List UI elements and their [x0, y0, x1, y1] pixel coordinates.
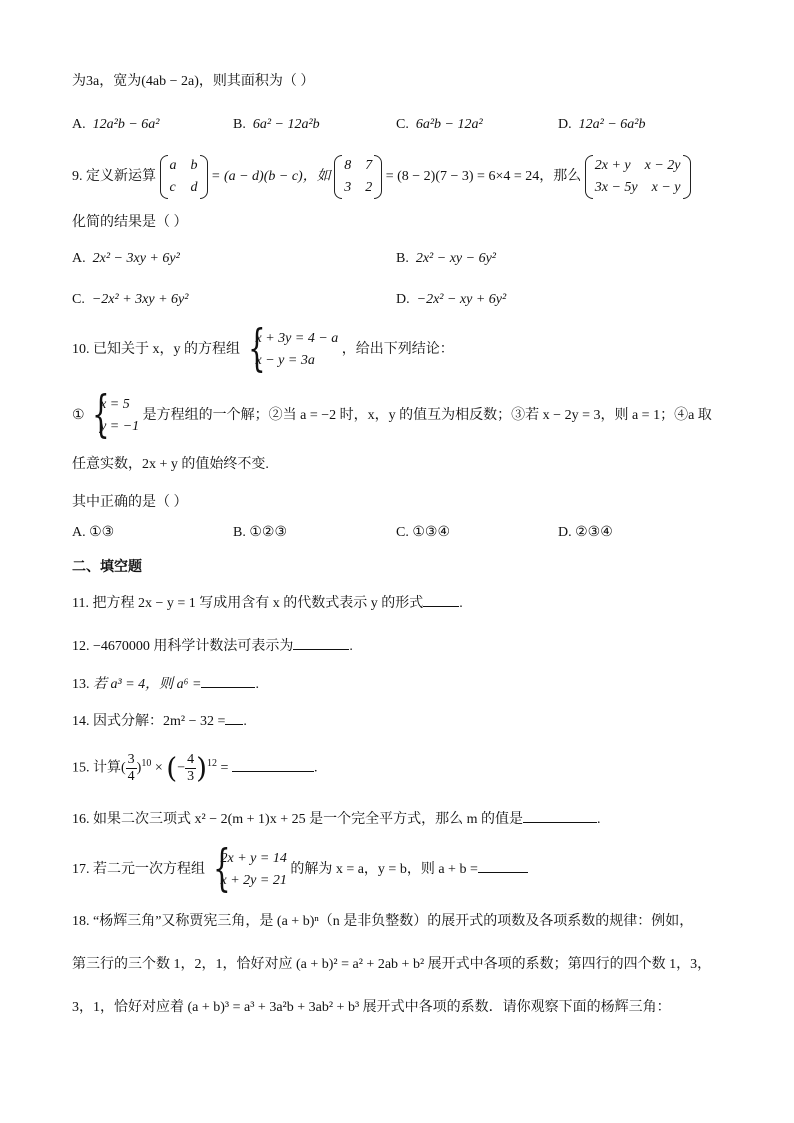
question-text: 计算	[93, 760, 121, 776]
matrix-cell: x − y	[651, 180, 681, 195]
question-text: 把方程 2x − y = 1 写成用含有 x 的代数式表示 y 的形式	[92, 596, 424, 611]
question-number: 16.	[72, 812, 90, 827]
q18-line3: 3，1，恰好对应着 (a + b)³ = a³ + 3a²b + 3ab² + b³ 展开式中各项的系数．请你观察下面的杨辉三角：	[72, 1000, 671, 1015]
question-text: 若 a³ = 4，则 a⁶ =	[93, 677, 202, 692]
q10-option-b[interactable]	[233, 523, 287, 543]
section-heading: 二、填空题	[72, 559, 142, 575]
q17-equation-system	[209, 848, 287, 892]
q10-line4: 其中正确的是（ ）	[72, 495, 188, 510]
option-label: A.	[72, 525, 86, 540]
question-end: .	[313, 760, 318, 776]
q9-option-d[interactable]	[396, 290, 506, 310]
q13	[72, 673, 259, 695]
option-label: B.	[233, 525, 246, 540]
fraction	[126, 752, 137, 785]
answer-blank[interactable]	[201, 673, 255, 688]
exponent: 10	[141, 758, 152, 770]
question-text: −4670000 用科学计数法可表示为	[93, 639, 294, 654]
question-text: 的解为 x = a，y = b，则 a + b =	[290, 862, 478, 878]
q10-option-c[interactable]	[396, 523, 450, 543]
q17	[72, 848, 528, 892]
question-end: .	[349, 639, 353, 654]
option-label: A.	[72, 117, 86, 132]
question-number: 10.	[72, 342, 90, 358]
q9-definition-matrix	[160, 155, 208, 199]
answer-blank[interactable]	[225, 710, 243, 725]
q10-solution-system	[88, 394, 139, 438]
question-number: 11.	[72, 596, 89, 611]
q9-line2: 化简的结果是（ ）	[72, 215, 188, 230]
matrix-cell: 2	[365, 180, 373, 195]
question-end: .	[459, 596, 463, 611]
q18-line1	[72, 912, 693, 932]
equation: y = −1	[100, 419, 140, 434]
q8-option-a[interactable]	[72, 115, 159, 135]
q14	[72, 710, 247, 732]
denominator: 3	[187, 769, 195, 784]
question-number: 13.	[72, 677, 90, 692]
option-text: 2x² − 3xy + 6y²	[92, 251, 180, 266]
equation: { x + 3y = 4 − a	[255, 331, 339, 346]
equation: { 2x + y = 14	[220, 851, 287, 866]
q10-option-a[interactable]	[72, 523, 114, 543]
question-number: 9.	[72, 169, 83, 185]
q18-line2: 第三行的三个数 1，2，1，恰好对应 (a + b)² = a² + 2ab + b² 展开式中各项的系数；第四行的四个数 1，3，	[72, 957, 712, 972]
q9-prefix: 定义新运算	[86, 169, 156, 185]
option-label: C.	[396, 525, 409, 540]
answer-blank[interactable]	[293, 635, 349, 650]
answer-blank[interactable]	[523, 808, 597, 823]
option-label: C.	[396, 117, 409, 132]
answer-blank[interactable]	[423, 592, 459, 607]
matrix-cell: c	[169, 180, 176, 195]
q9-example-result: = (8 − 2)(7 − 3) = 6×4 = 24，那么	[385, 169, 582, 185]
q9-stem	[72, 155, 691, 199]
matrix-cell: 2x + y	[594, 158, 631, 173]
q12	[72, 635, 353, 657]
option-label: A.	[72, 251, 86, 266]
question-text: 因式分解：2m² − 32 =	[93, 714, 226, 729]
q10-conclusion-text: 是方程组的一个解；②当 a = −2 时，x，y 的值互为相反数；③若 x − 2y = 3，则 a = 1；④a 取	[142, 408, 712, 424]
numerator: 4	[187, 752, 195, 767]
option-text: ①②③	[249, 525, 287, 540]
q10-option-d[interactable]	[558, 523, 613, 543]
q8-stem-tail: 为3a，宽为(4ab − 2a)，则其面积为（ ）	[72, 74, 315, 89]
option-text: −2x² − xy + 6y²	[416, 292, 507, 307]
q9-example-matrix	[334, 155, 382, 199]
option-text: −2x² + 3xy + 6y²	[91, 292, 189, 307]
q10-line3: 任意实数，2x + y 的值始终不变.	[72, 457, 269, 472]
q9-option-a[interactable]	[72, 249, 180, 269]
times-sign: ×	[154, 760, 163, 776]
circled-number: ①	[72, 408, 85, 424]
q8-option-b[interactable]	[233, 115, 320, 135]
q10-prefix: 已知关于 x，y 的方程组	[93, 342, 240, 358]
matrix-cell: 3	[344, 180, 352, 195]
q16	[72, 808, 601, 830]
option-text: ①③	[89, 525, 115, 540]
q9-option-c[interactable]	[72, 290, 188, 310]
question-text: “杨辉三角”又称贾宪三角，是 (a + b)ⁿ（n 是非负整数）的展开式的项数及各项系数的规律：例如，	[93, 914, 694, 929]
option-text: 2x² − xy − 6y²	[415, 251, 496, 266]
option-text: ②③④	[575, 525, 613, 540]
question-number: 17.	[72, 862, 90, 878]
q11	[72, 592, 463, 614]
matrix-cell: 8	[344, 158, 352, 173]
question-number: 15.	[72, 760, 90, 776]
q9-definition-result: = (a − d)(b − c)，如	[211, 169, 331, 185]
question-number: 12.	[72, 639, 90, 654]
question-end: .	[597, 812, 601, 827]
q10-conclusions	[72, 394, 712, 438]
q10-suffix: ，给出下列结论：	[341, 342, 454, 358]
matrix-cell: b	[190, 158, 198, 173]
equation: x + 2y = 21	[220, 873, 287, 888]
option-label: B.	[233, 117, 246, 132]
question-text: 若二元一次方程组	[93, 862, 205, 878]
option-label: C.	[72, 292, 85, 307]
equation: x − y = 3a	[255, 353, 315, 368]
matrix-cell: d	[190, 180, 198, 195]
question-number: 18.	[72, 914, 90, 929]
question-text: 如果二次三项式 x² − 2(m + 1)x + 25 是一个完全平方式，那么 m 的值是	[93, 812, 523, 827]
option-label: D.	[558, 117, 572, 132]
q8-option-c[interactable]	[396, 115, 483, 135]
option-label: D.	[396, 292, 410, 307]
fraction	[185, 752, 196, 785]
question-end: .	[243, 714, 247, 729]
option-text: 6a² − 12a²b	[252, 117, 320, 132]
answer-blank[interactable]	[478, 858, 528, 873]
option-text: 12a²b − 6a²	[92, 117, 160, 132]
q8-option-d[interactable]	[558, 115, 645, 135]
option-text: 12a² − 6a²b	[578, 117, 646, 132]
matrix-cell: x − 2y	[644, 158, 681, 173]
numerator: 3	[127, 752, 135, 767]
equation: { x = 5	[100, 397, 130, 412]
exponent: 12	[207, 758, 218, 770]
option-text: ①③④	[412, 525, 450, 540]
matrix-cell: 7	[365, 158, 373, 173]
option-label: D.	[558, 525, 572, 540]
matrix-cell: a	[169, 158, 177, 173]
question-number: 14.	[72, 714, 90, 729]
q15: 15. 计算( $\frac{3}{4}$ )$^{10}$ × (− $\frac{4}{3}$ )$^{12}$ = .	[72, 751, 318, 785]
q10-stem	[72, 328, 454, 372]
matrix-cell: 3x − 5y	[594, 180, 638, 195]
answer-blank[interactable]	[232, 757, 314, 772]
q10-equation-system	[244, 328, 339, 372]
option-label: B.	[396, 251, 409, 266]
question-end: .	[255, 677, 259, 692]
denominator: 4	[127, 769, 135, 784]
equals-sign: =	[220, 760, 229, 776]
q9-option-b[interactable]	[396, 249, 496, 269]
q9-question-matrix	[585, 155, 691, 199]
option-text: 6a²b − 12a²	[415, 117, 483, 132]
